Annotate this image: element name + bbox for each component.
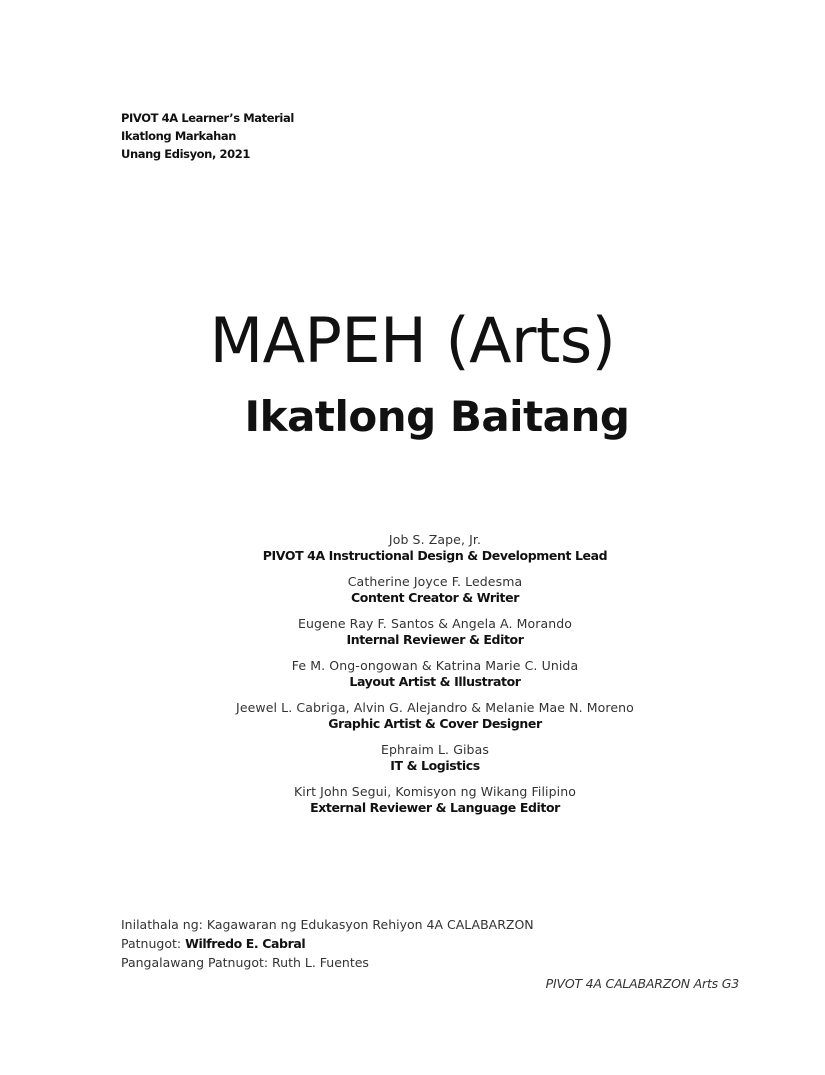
credit-name: Fe M. Ong-ongowan & Katrina Marie C. Unida [291,658,579,673]
editor-name: Wilfredo E. Cabral [185,936,306,951]
credit-name: Kirt John Segui, Komisyon ng Wikang Filipino [293,784,577,799]
editor-label: Patnugot: [121,936,186,951]
edition-header [121,109,294,163]
publication-footer [121,915,534,972]
credit-entry [0,784,825,816]
material-line: PIVOT 4A Learner’s Material [121,111,294,125]
publisher-line: Inilathala ng: Kagawaran ng Edukasyon Rehiyon 4A CALABARZON [121,917,534,932]
assistant-editor-line: Pangalawang Patnugot: Ruth L. Fuentes [121,955,369,970]
editor-line [121,934,534,953]
credit-role: Graphic Artist & Cover Designer [328,716,542,731]
page-footer-tag: PIVOT 4A CALABARZON Arts G3 [545,976,739,991]
credit-entry [0,574,825,606]
credit-entry [0,700,825,732]
edition-line: Unang Edisyon, 2021 [121,147,250,161]
credit-role: Internal Reviewer & Editor [346,632,524,647]
credit-name: Ephraim L. Gibas [381,742,489,757]
credit-role: External Reviewer & Language Editor [310,800,560,815]
credit-name: Catherine Joyce F. Ledesma [347,574,523,589]
page-subtitle: Ikatlong Baitang [244,392,630,441]
credit-entry [0,616,825,648]
credit-role: Content Creator & Writer [351,590,519,605]
credit-name: Jeewel L. Cabriga, Alvin G. Alejandro & Melanie Mae N. Moreno [236,700,634,715]
credit-entry [0,742,825,774]
credits-list [0,532,825,826]
credit-name: Job S. Zape, Jr. [388,532,482,547]
page-title: MAPEH (Arts) [209,304,616,377]
credit-entry [0,658,825,690]
credit-role: IT & Logistics [390,758,480,773]
credit-role: PIVOT 4A Instructional Design & Development Lead [262,548,608,563]
quarter-line: Ikatlong Markahan [121,129,237,143]
credit-role: Layout Artist & Illustrator [349,674,521,689]
credit-name: Eugene Ray F. Santos & Angela A. Morando [297,616,573,631]
credit-entry [0,532,825,564]
